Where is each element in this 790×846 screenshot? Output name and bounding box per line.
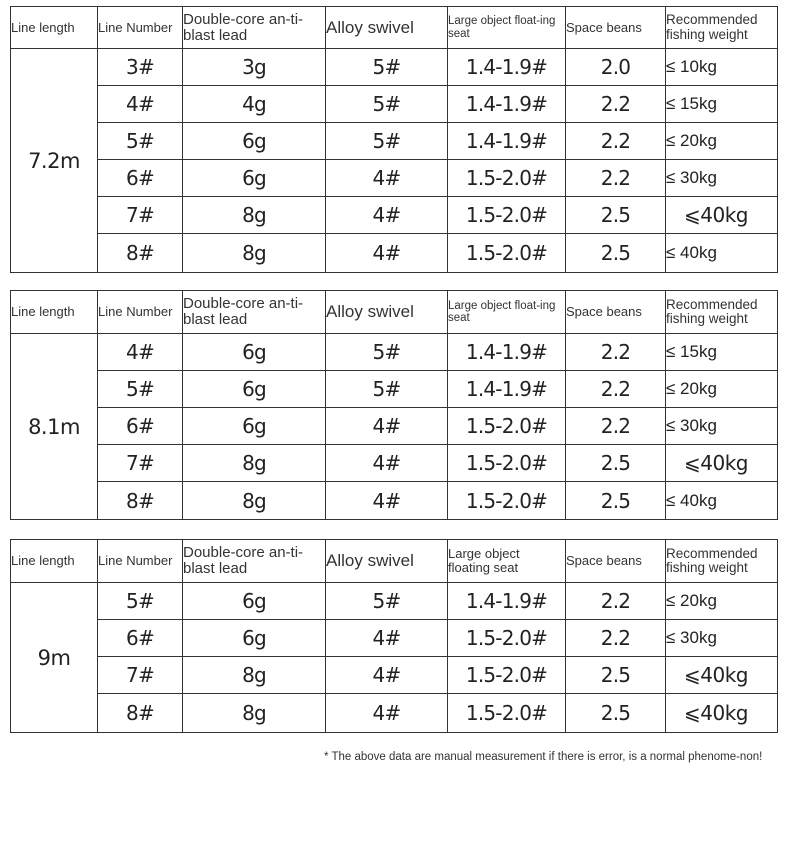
line-number-cell: 6# <box>98 160 183 197</box>
lead-cell: 3g <box>183 49 326 86</box>
swivel-cell: 4# <box>326 197 448 234</box>
line-number-cell: 7# <box>98 657 183 694</box>
header-line-number: Line Number <box>98 7 183 49</box>
lead-cell: 6g <box>183 371 326 408</box>
weight-cell: ≤ 40kg <box>666 482 778 520</box>
beans-cell: 2.5 <box>566 482 666 520</box>
table-row <box>11 123 778 160</box>
beans-cell: 2.5 <box>566 445 666 482</box>
table-row <box>11 583 778 620</box>
seat-cell: 1.4-1.9# <box>448 86 566 123</box>
swivel-cell: 5# <box>326 86 448 123</box>
table-row <box>11 657 778 694</box>
line-number-cell: 4# <box>98 334 183 371</box>
line-length-cell: 7.2m <box>11 49 98 273</box>
weight-cell: ≤ 10kg <box>666 49 778 86</box>
swivel-cell: 4# <box>326 694 448 733</box>
header-weight: Recommended fishing weight <box>666 291 778 334</box>
seat-cell: 1.4-1.9# <box>448 583 566 620</box>
weight-cell: ≤ 30kg <box>666 160 778 197</box>
seat-cell: 1.4-1.9# <box>448 371 566 408</box>
line-number-cell: 4# <box>98 86 183 123</box>
table-row <box>11 49 778 86</box>
swivel-cell: 4# <box>326 408 448 445</box>
lead-cell: 8g <box>183 445 326 482</box>
seat-cell: 1.5-2.0# <box>448 445 566 482</box>
weight-cell: ≤ 20kg <box>666 371 778 408</box>
weight-cell: ≤ 30kg <box>666 408 778 445</box>
header-line-number: Line Number <box>98 291 183 334</box>
swivel-cell: 5# <box>326 371 448 408</box>
seat-cell: 1.5-2.0# <box>448 482 566 520</box>
beans-cell: 2.2 <box>566 160 666 197</box>
header-row <box>11 291 778 334</box>
beans-cell: 2.0 <box>566 49 666 86</box>
swivel-cell: 5# <box>326 583 448 620</box>
seat-cell: 1.4-1.9# <box>448 49 566 86</box>
header-row <box>11 7 778 49</box>
header-lead: Double-core an-ti-blast lead <box>183 540 326 583</box>
weight-cell: ≤ 20kg <box>666 583 778 620</box>
spec-table-7-2m <box>10 6 778 273</box>
swivel-cell: 4# <box>326 657 448 694</box>
table-row <box>11 234 778 273</box>
header-beans: Space beans <box>566 291 666 334</box>
header-line-length: Line length <box>11 540 98 583</box>
lead-cell: 6g <box>183 408 326 445</box>
lead-cell: 6g <box>183 123 326 160</box>
swivel-cell: 5# <box>326 49 448 86</box>
swivel-cell: 5# <box>326 123 448 160</box>
beans-cell: 2.5 <box>566 234 666 273</box>
lead-cell: 4g <box>183 86 326 123</box>
lead-cell: 8g <box>183 482 326 520</box>
header-weight: Recommended fishing weight <box>666 7 778 49</box>
line-number-cell: 8# <box>98 234 183 273</box>
weight-cell: ⩽40kg <box>666 197 778 234</box>
header-weight: Recommended fishing weight <box>666 540 778 583</box>
table-row <box>11 445 778 482</box>
line-number-cell: 5# <box>98 583 183 620</box>
lead-cell: 8g <box>183 657 326 694</box>
weight-cell: ≤ 15kg <box>666 334 778 371</box>
header-seat: Large object float-ing seat <box>448 7 566 49</box>
beans-cell: 2.2 <box>566 620 666 657</box>
line-length-cell: 8.1m <box>11 334 98 520</box>
weight-cell: ≤ 30kg <box>666 620 778 657</box>
table-row <box>11 694 778 733</box>
swivel-cell: 4# <box>326 234 448 273</box>
line-number-cell: 8# <box>98 482 183 520</box>
header-seat: Large object floating seat <box>448 540 566 583</box>
seat-cell: 1.5-2.0# <box>448 657 566 694</box>
table-row <box>11 371 778 408</box>
table-row <box>11 334 778 371</box>
seat-cell: 1.5-2.0# <box>448 620 566 657</box>
beans-cell: 2.5 <box>566 694 666 733</box>
header-line-length: Line length <box>11 7 98 49</box>
beans-cell: 2.2 <box>566 408 666 445</box>
seat-cell: 1.5-2.0# <box>448 234 566 273</box>
seat-cell: 1.5-2.0# <box>448 160 566 197</box>
beans-cell: 2.2 <box>566 86 666 123</box>
seat-cell: 1.5-2.0# <box>448 408 566 445</box>
table-row <box>11 86 778 123</box>
line-number-cell: 6# <box>98 620 183 657</box>
weight-cell: ⩽40kg <box>666 445 778 482</box>
header-lead: Double-core an-ti-blast lead <box>183 291 326 334</box>
table-row <box>11 160 778 197</box>
line-number-cell: 8# <box>98 694 183 733</box>
swivel-cell: 4# <box>326 620 448 657</box>
lead-cell: 6g <box>183 334 326 371</box>
lead-cell: 8g <box>183 694 326 733</box>
table-row <box>11 197 778 234</box>
lead-cell: 8g <box>183 197 326 234</box>
beans-cell: 2.5 <box>566 657 666 694</box>
table-row <box>11 482 778 520</box>
swivel-cell: 4# <box>326 160 448 197</box>
footnote: * The above data are manual measurement if there is error, is a normal phenome-non! <box>324 751 763 763</box>
seat-cell: 1.4-1.9# <box>448 123 566 160</box>
seat-cell: 1.5-2.0# <box>448 197 566 234</box>
table-row <box>11 620 778 657</box>
table-row <box>11 408 778 445</box>
header-beans: Space beans <box>566 7 666 49</box>
lead-cell: 6g <box>183 160 326 197</box>
beans-cell: 2.2 <box>566 123 666 160</box>
header-line-number: Line Number <box>98 540 183 583</box>
beans-cell: 2.5 <box>566 197 666 234</box>
weight-cell: ⩽40kg <box>666 657 778 694</box>
header-row <box>11 540 778 583</box>
spec-table-8-1m <box>10 290 778 520</box>
header-lead: Double-core an-ti-blast lead <box>183 7 326 49</box>
header-swivel: Alloy swivel <box>326 291 448 334</box>
line-number-cell: 7# <box>98 445 183 482</box>
swivel-cell: 4# <box>326 445 448 482</box>
beans-cell: 2.2 <box>566 583 666 620</box>
header-line-length: Line length <box>11 291 98 334</box>
header-swivel: Alloy swivel <box>326 7 448 49</box>
line-number-cell: 5# <box>98 123 183 160</box>
swivel-cell: 5# <box>326 334 448 371</box>
line-number-cell: 7# <box>98 197 183 234</box>
beans-cell: 2.2 <box>566 371 666 408</box>
weight-cell: ⩽40kg <box>666 694 778 733</box>
lead-cell: 6g <box>183 620 326 657</box>
line-length-cell: 9m <box>11 583 98 733</box>
spec-table-9m <box>10 539 778 733</box>
header-beans: Space beans <box>566 540 666 583</box>
weight-cell: ≤ 20kg <box>666 123 778 160</box>
lead-cell: 6g <box>183 583 326 620</box>
header-seat: Large object float-ing seat <box>448 291 566 334</box>
weight-cell: ≤ 15kg <box>666 86 778 123</box>
seat-cell: 1.5-2.0# <box>448 694 566 733</box>
header-swivel: Alloy swivel <box>326 540 448 583</box>
seat-cell: 1.4-1.9# <box>448 334 566 371</box>
weight-cell: ≤ 40kg <box>666 234 778 273</box>
swivel-cell: 4# <box>326 482 448 520</box>
line-number-cell: 3# <box>98 49 183 86</box>
line-number-cell: 6# <box>98 408 183 445</box>
beans-cell: 2.2 <box>566 334 666 371</box>
line-number-cell: 5# <box>98 371 183 408</box>
lead-cell: 8g <box>183 234 326 273</box>
